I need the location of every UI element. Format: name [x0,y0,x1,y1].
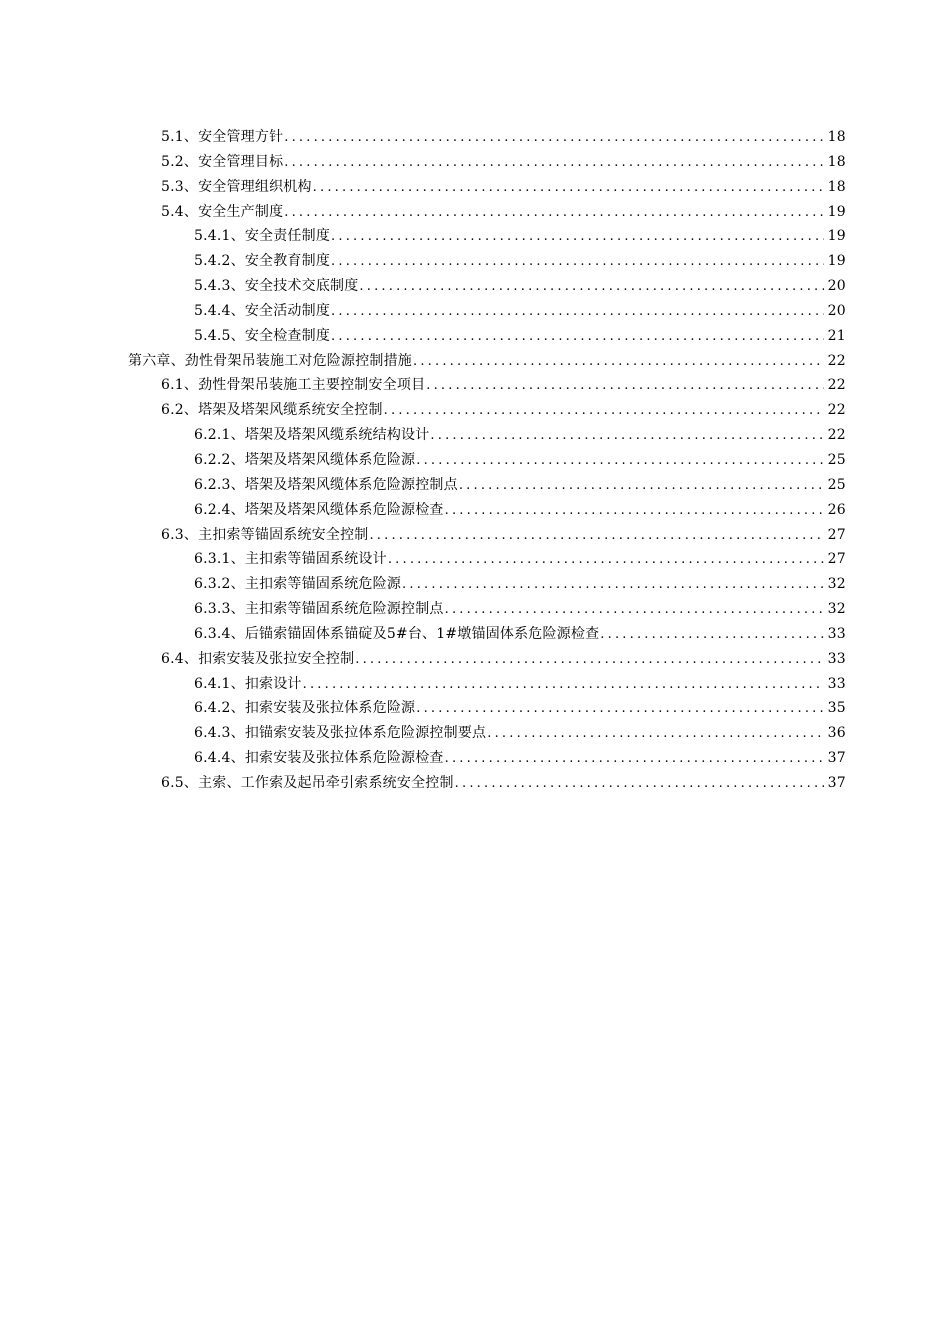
toc-entry[interactable] [0,721,950,746]
table-of-contents [0,125,950,796]
toc-entry[interactable] [0,473,950,498]
toc-entry-page-number: 33 [827,650,846,667]
toc-entry-title: 5.2、安全管理目标 [161,153,284,170]
toc-entry[interactable] [0,224,950,249]
toc-entry[interactable] [0,771,950,796]
toc-entry-title: 5.4.2、安全教育制度 [194,253,331,270]
toc-entry-page-number: 22 [827,352,846,369]
toc-entry-title: 6.3.2、主扣索等锚固系统危险源 [194,576,402,593]
toc-entry-title: 6.2.4、塔架及塔架风缆体系危险源检查 [194,501,444,518]
toc-entry-title: 6.4、扣索安装及张拉安全控制 [161,650,355,667]
toc-dot-leader [487,722,823,747]
toc-dot-leader [284,126,823,151]
toc-dot-leader [402,573,824,598]
toc-entry-title: 5.4.3、安全技术交底制度 [194,278,359,295]
toc-entry-page-number: 22 [827,402,846,419]
toc-dot-leader [445,598,824,623]
toc-dot-leader [416,449,823,474]
toc-entry-page-number: 36 [827,725,846,742]
toc-entry[interactable] [0,274,950,299]
toc-dot-leader [284,151,823,176]
toc-entry-page-number: 37 [827,750,846,767]
toc-entry[interactable] [0,448,950,473]
toc-entry-page-number: 27 [827,526,846,543]
toc-entry-page-number: 19 [827,253,846,270]
toc-entry-page-number: 19 [827,228,846,245]
toc-dot-leader [459,474,824,499]
toc-entry[interactable] [0,349,950,374]
toc-dot-leader [313,176,824,201]
toc-entry-page-number: 18 [827,178,846,195]
toc-entry-page-number: 22 [827,427,846,444]
toc-entry[interactable] [0,373,950,398]
toc-entry[interactable] [0,299,950,324]
toc-entry-title: 第六章、劲性骨架吊装施工对危险源控制措施 [128,352,412,369]
toc-entry[interactable] [0,746,950,771]
toc-dot-leader [445,499,824,524]
toc-entry[interactable] [0,249,950,274]
toc-dot-leader [331,250,824,275]
toc-entry-title: 6.3、主扣索等锚固系统安全控制 [161,526,369,543]
toc-entry-title: 5.4.4、安全活动制度 [194,302,331,319]
toc-entry-title: 6.3.1、主扣索等锚固系统设计 [194,551,387,568]
toc-entry[interactable] [0,622,950,647]
toc-entry-page-number: 35 [827,700,846,717]
toc-entry-title: 5.3、安全管理组织机构 [161,178,312,195]
toc-entry[interactable] [0,572,950,597]
toc-dot-leader [331,325,824,350]
toc-entry[interactable] [0,547,950,572]
toc-dot-leader [303,673,824,698]
toc-entry-title: 5.1、安全管理方针 [161,129,284,145]
toc-dot-leader [384,399,824,424]
toc-entry-title: 6.4.1、扣索设计 [194,675,302,692]
toc-entry-title: 5.4.5、安全检查制度 [194,327,331,344]
toc-entry-title: 6.5、主索、工作索及起吊牵引索系统安全控制 [161,774,454,791]
toc-entry-page-number: 37 [827,774,846,791]
toc-entry[interactable] [0,150,950,175]
toc-entry-page-number: 26 [827,501,846,518]
toc-dot-leader [416,697,823,722]
toc-entry[interactable] [0,324,950,349]
toc-entry-title: 6.1、劲性骨架吊装施工主要控制安全项目 [161,377,426,394]
toc-entry-title: 5.4、安全生产制度 [161,203,284,220]
toc-entry-title: 6.4.4、扣索安装及张拉体系危险源检查 [194,750,444,767]
toc-entry[interactable] [0,597,950,622]
toc-entry[interactable] [0,672,950,697]
toc-entry-page-number: 27 [827,551,846,568]
toc-dot-leader [430,424,823,449]
toc-entry-page-number: 32 [827,601,846,618]
toc-entry-title: 5.4.1、安全责任制度 [194,228,331,245]
toc-entry[interactable] [0,498,950,523]
toc-dot-leader [331,225,824,250]
toc-dot-leader [355,648,823,673]
toc-dot-leader [426,374,823,399]
toc-dot-leader [359,275,823,300]
toc-dot-leader [369,524,823,549]
toc-entry[interactable] [0,200,950,225]
toc-entry[interactable] [0,423,950,448]
toc-entry-page-number: 32 [827,576,846,593]
toc-entry-title: 6.4.3、扣锚索安装及张拉体系危险源控制要点 [194,725,487,742]
toc-entry-page-number: 20 [827,278,846,295]
toc-entry[interactable] [0,398,950,423]
toc-dot-leader [413,350,824,375]
toc-entry-title: 6.3.4、后锚索锚固体系锚碇及5#台、1#墩锚固体系危险源检查 [194,625,600,642]
toc-entry-title: 6.4.2、扣索安装及张拉体系危险源 [194,700,416,717]
toc-dot-leader [284,201,823,226]
toc-entry-page-number: 33 [827,675,846,692]
toc-entry-title: 6.2.2、塔架及塔架风缆体系危险源 [194,451,416,468]
toc-entry-page-number: 33 [827,625,846,642]
toc-dot-leader [445,747,824,772]
toc-dot-leader [388,548,824,573]
toc-entry-page-number: 18 [827,129,846,145]
toc-entry[interactable] [0,125,950,150]
toc-entry[interactable] [0,175,950,200]
toc-entry-title: 6.2.3、塔架及塔架风缆体系危险源控制点 [194,476,458,493]
toc-entry-title: 6.3.3、主扣索等锚固系统危险源控制点 [194,601,444,618]
toc-entry[interactable] [0,523,950,548]
toc-entry[interactable] [0,696,950,721]
toc-entry-page-number: 19 [827,203,846,220]
toc-dot-leader [331,300,824,325]
toc-entry-page-number: 25 [827,451,846,468]
toc-entry-title: 6.2.1、塔架及塔架风缆系统结构设计 [194,427,430,444]
toc-dot-leader [600,623,823,648]
toc-entry-page-number: 25 [827,476,846,493]
toc-entry-page-number: 22 [827,377,846,394]
toc-dot-leader [455,772,824,797]
toc-entry-page-number: 20 [827,302,846,319]
toc-entry-page-number: 21 [827,327,846,344]
toc-entry[interactable] [0,647,950,672]
toc-entry-title: 6.2、塔架及塔架风缆系统安全控制 [161,402,383,419]
toc-entry-page-number: 18 [827,153,846,170]
